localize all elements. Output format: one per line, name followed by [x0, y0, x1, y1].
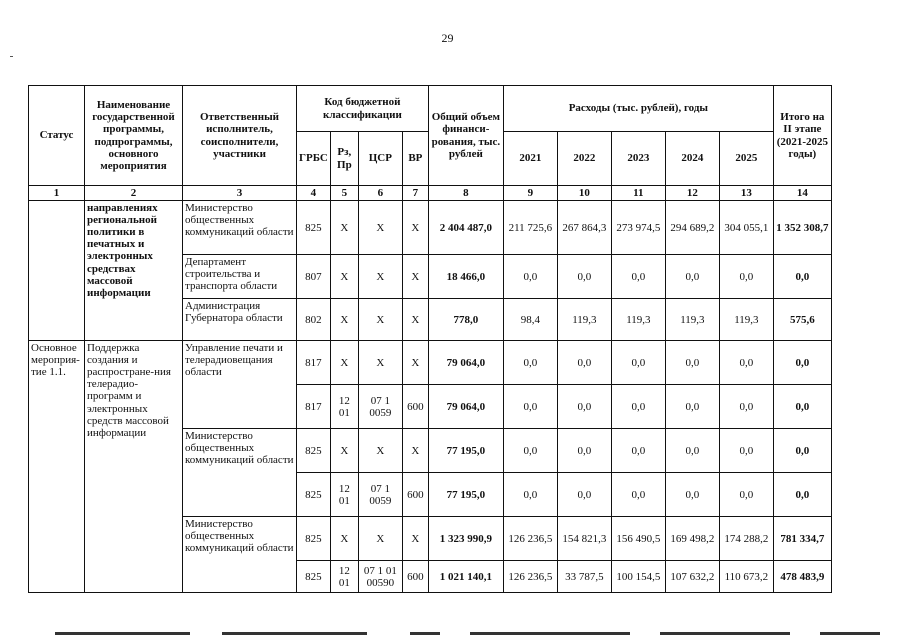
year-2021-cell: 126 236,5	[503, 517, 557, 561]
header-year-2022: 2022	[557, 132, 611, 186]
col-num: 7	[402, 186, 428, 201]
vr-cell: 600	[402, 473, 428, 517]
total-cell: 18 466,0	[428, 255, 503, 299]
stage-total-cell: 1 352 308,7	[773, 201, 831, 255]
year-2025-cell: 0,0	[719, 473, 773, 517]
header-vr: ВР	[402, 132, 428, 186]
grbs-cell: 817	[297, 341, 331, 385]
grbs-cell: 802	[297, 299, 331, 341]
total-cell: 77 195,0	[428, 473, 503, 517]
csr-cell: 07 1 0059	[358, 385, 402, 429]
year-2024-cell: 0,0	[665, 341, 719, 385]
year-2022-cell: 0,0	[557, 429, 611, 473]
col-num: 13	[719, 186, 773, 201]
col-num: 4	[297, 186, 331, 201]
col-num: 6	[358, 186, 402, 201]
year-2023-cell: 0,0	[611, 255, 665, 299]
grbs-cell: 825	[297, 201, 331, 255]
header-grbs: ГРБС	[297, 132, 331, 186]
col-num: 1	[29, 186, 85, 201]
executor-cell: Министерство общественных коммуникаций области	[183, 201, 297, 255]
rz-cell: Х	[330, 517, 358, 561]
col-num: 10	[557, 186, 611, 201]
year-2025-cell: 174 288,2	[719, 517, 773, 561]
year-2023-cell: 0,0	[611, 473, 665, 517]
year-2024-cell: 0,0	[665, 429, 719, 473]
header-year-2024: 2024	[665, 132, 719, 186]
col-num: 11	[611, 186, 665, 201]
stage-total-cell: 478 483,9	[773, 561, 831, 593]
vr-cell: Х	[402, 517, 428, 561]
csr-cell: Х	[358, 517, 402, 561]
grbs-cell: 825	[297, 517, 331, 561]
year-2023-cell: 0,0	[611, 341, 665, 385]
status-cell: Основное мероприя-тие 1.1.	[29, 341, 85, 593]
footer-rule	[410, 632, 440, 635]
csr-cell: 07 1 0059	[358, 473, 402, 517]
program-name-cell: Поддержка создания и распростране-ния телерадио-программ и электронных средств массовой информации	[85, 341, 183, 593]
year-2023-cell: 100 154,5	[611, 561, 665, 593]
header-responsible: Ответственный исполнитель, соисполнители, участники	[183, 86, 297, 186]
csr-cell: Х	[358, 429, 402, 473]
executor-cell: Администрация Губернатора области	[183, 299, 297, 341]
header-row-1	[29, 86, 832, 132]
total-cell: 79 064,0	[428, 385, 503, 429]
year-2021-cell: 126 236,5	[503, 561, 557, 593]
year-2021-cell: 0,0	[503, 385, 557, 429]
csr-cell: Х	[358, 341, 402, 385]
year-2022-cell: 119,3	[557, 299, 611, 341]
rz-cell: 12 01	[330, 561, 358, 593]
col-num: 9	[503, 186, 557, 201]
stage-total-cell: 0,0	[773, 429, 831, 473]
year-2021-cell: 0,0	[503, 341, 557, 385]
header-csr: ЦСР	[358, 132, 402, 186]
col-num: 2	[85, 186, 183, 201]
table-row	[29, 341, 832, 385]
year-2025-cell: 0,0	[719, 429, 773, 473]
rz-cell: Х	[330, 201, 358, 255]
total-cell: 1 323 990,9	[428, 517, 503, 561]
footer-rule	[470, 632, 630, 635]
year-2023-cell: 0,0	[611, 385, 665, 429]
header-year-2021: 2021	[503, 132, 557, 186]
vr-cell: Х	[402, 429, 428, 473]
grbs-cell: 825	[297, 473, 331, 517]
table-row	[29, 201, 832, 255]
total-cell: 2 404 487,0	[428, 201, 503, 255]
year-2023-cell: 0,0	[611, 429, 665, 473]
rz-cell: Х	[330, 341, 358, 385]
vr-cell: 600	[402, 385, 428, 429]
status-cell	[29, 201, 85, 341]
year-2024-cell: 119,3	[665, 299, 719, 341]
vr-cell: 600	[402, 561, 428, 593]
year-2024-cell: 107 632,2	[665, 561, 719, 593]
header-year-2023: 2023	[611, 132, 665, 186]
year-2024-cell: 0,0	[665, 385, 719, 429]
header-stage-total: Итого на II этапе (2021-2025 годы)	[773, 86, 831, 186]
year-2025-cell: 110 673,2	[719, 561, 773, 593]
grbs-cell: 825	[297, 561, 331, 593]
col-num: 14	[773, 186, 831, 201]
grbs-cell: 825	[297, 429, 331, 473]
vr-cell: Х	[402, 255, 428, 299]
year-2024-cell: 0,0	[665, 255, 719, 299]
margin-mark	[10, 56, 13, 57]
grbs-cell: 817	[297, 385, 331, 429]
year-2023-cell: 119,3	[611, 299, 665, 341]
rz-cell: 12 01	[330, 385, 358, 429]
vr-cell: Х	[402, 201, 428, 255]
year-2023-cell: 156 490,5	[611, 517, 665, 561]
year-2023-cell: 273 974,5	[611, 201, 665, 255]
total-cell: 77 195,0	[428, 429, 503, 473]
csr-cell: Х	[358, 201, 402, 255]
stage-total-cell: 0,0	[773, 385, 831, 429]
executor-cell: Министерство общественных коммуникаций области	[183, 517, 297, 593]
year-2021-cell: 0,0	[503, 255, 557, 299]
vr-cell: Х	[402, 299, 428, 341]
footer-rule	[222, 632, 367, 635]
header-rz-pr: Рз, Пр	[330, 132, 358, 186]
stage-total-cell: 575,6	[773, 299, 831, 341]
executor-cell: Департамент строительства и транспорта области	[183, 255, 297, 299]
header-expenses: Расходы (тыс. рублей), годы	[503, 86, 773, 132]
header-status: Статус	[29, 86, 85, 186]
year-2024-cell: 0,0	[665, 473, 719, 517]
stage-total-cell: 0,0	[773, 473, 831, 517]
year-2021-cell: 98,4	[503, 299, 557, 341]
col-num: 12	[665, 186, 719, 201]
total-cell: 79 064,0	[428, 341, 503, 385]
year-2022-cell: 0,0	[557, 473, 611, 517]
total-cell: 1 021 140,1	[428, 561, 503, 593]
year-2022-cell: 154 821,3	[557, 517, 611, 561]
total-cell: 778,0	[428, 299, 503, 341]
grbs-cell: 807	[297, 255, 331, 299]
year-2025-cell: 0,0	[719, 255, 773, 299]
header-total-volume: Общий объем финанси-рования, тыс. рублей	[428, 86, 503, 186]
year-2024-cell: 169 498,2	[665, 517, 719, 561]
year-2022-cell: 267 864,3	[557, 201, 611, 255]
header-budget-code: Код бюджетной классификации	[297, 86, 429, 132]
csr-cell: Х	[358, 299, 402, 341]
rz-cell: Х	[330, 429, 358, 473]
col-num: 3	[183, 186, 297, 201]
footer-rule	[660, 632, 790, 635]
year-2025-cell: 0,0	[719, 341, 773, 385]
footer-rule	[55, 632, 190, 635]
vr-cell: Х	[402, 341, 428, 385]
executor-cell: Министерство общественных коммуникаций области	[183, 429, 297, 517]
rz-cell: Х	[330, 299, 358, 341]
column-number-row	[29, 186, 832, 201]
budget-table	[28, 85, 832, 593]
stage-total-cell: 0,0	[773, 341, 831, 385]
csr-cell: 07 1 01 00590	[358, 561, 402, 593]
stage-total-cell: 781 334,7	[773, 517, 831, 561]
rz-cell: 12 01	[330, 473, 358, 517]
year-2022-cell: 0,0	[557, 385, 611, 429]
program-name-cell: направлениях региональной политики в печатных и электронных средствах массовой информации	[85, 201, 183, 341]
col-num: 8	[428, 186, 503, 201]
col-num: 5	[330, 186, 358, 201]
year-2022-cell: 0,0	[557, 255, 611, 299]
executor-cell: Управление печати и телерадиовещания области	[183, 341, 297, 429]
year-2025-cell: 119,3	[719, 299, 773, 341]
year-2022-cell: 33 787,5	[557, 561, 611, 593]
year-2021-cell: 0,0	[503, 473, 557, 517]
footer-rule	[820, 632, 880, 635]
header-year-2025: 2025	[719, 132, 773, 186]
csr-cell: Х	[358, 255, 402, 299]
year-2021-cell: 0,0	[503, 429, 557, 473]
year-2025-cell: 0,0	[719, 385, 773, 429]
year-2025-cell: 304 055,1	[719, 201, 773, 255]
rz-cell: Х	[330, 255, 358, 299]
year-2022-cell: 0,0	[557, 341, 611, 385]
header-program-name: Наименование государственной программы, подпрограммы, основного мероприятия	[85, 86, 183, 186]
page-number: 29	[441, 31, 454, 45]
year-2024-cell: 294 689,2	[665, 201, 719, 255]
year-2021-cell: 211 725,6	[503, 201, 557, 255]
stage-total-cell: 0,0	[773, 255, 831, 299]
